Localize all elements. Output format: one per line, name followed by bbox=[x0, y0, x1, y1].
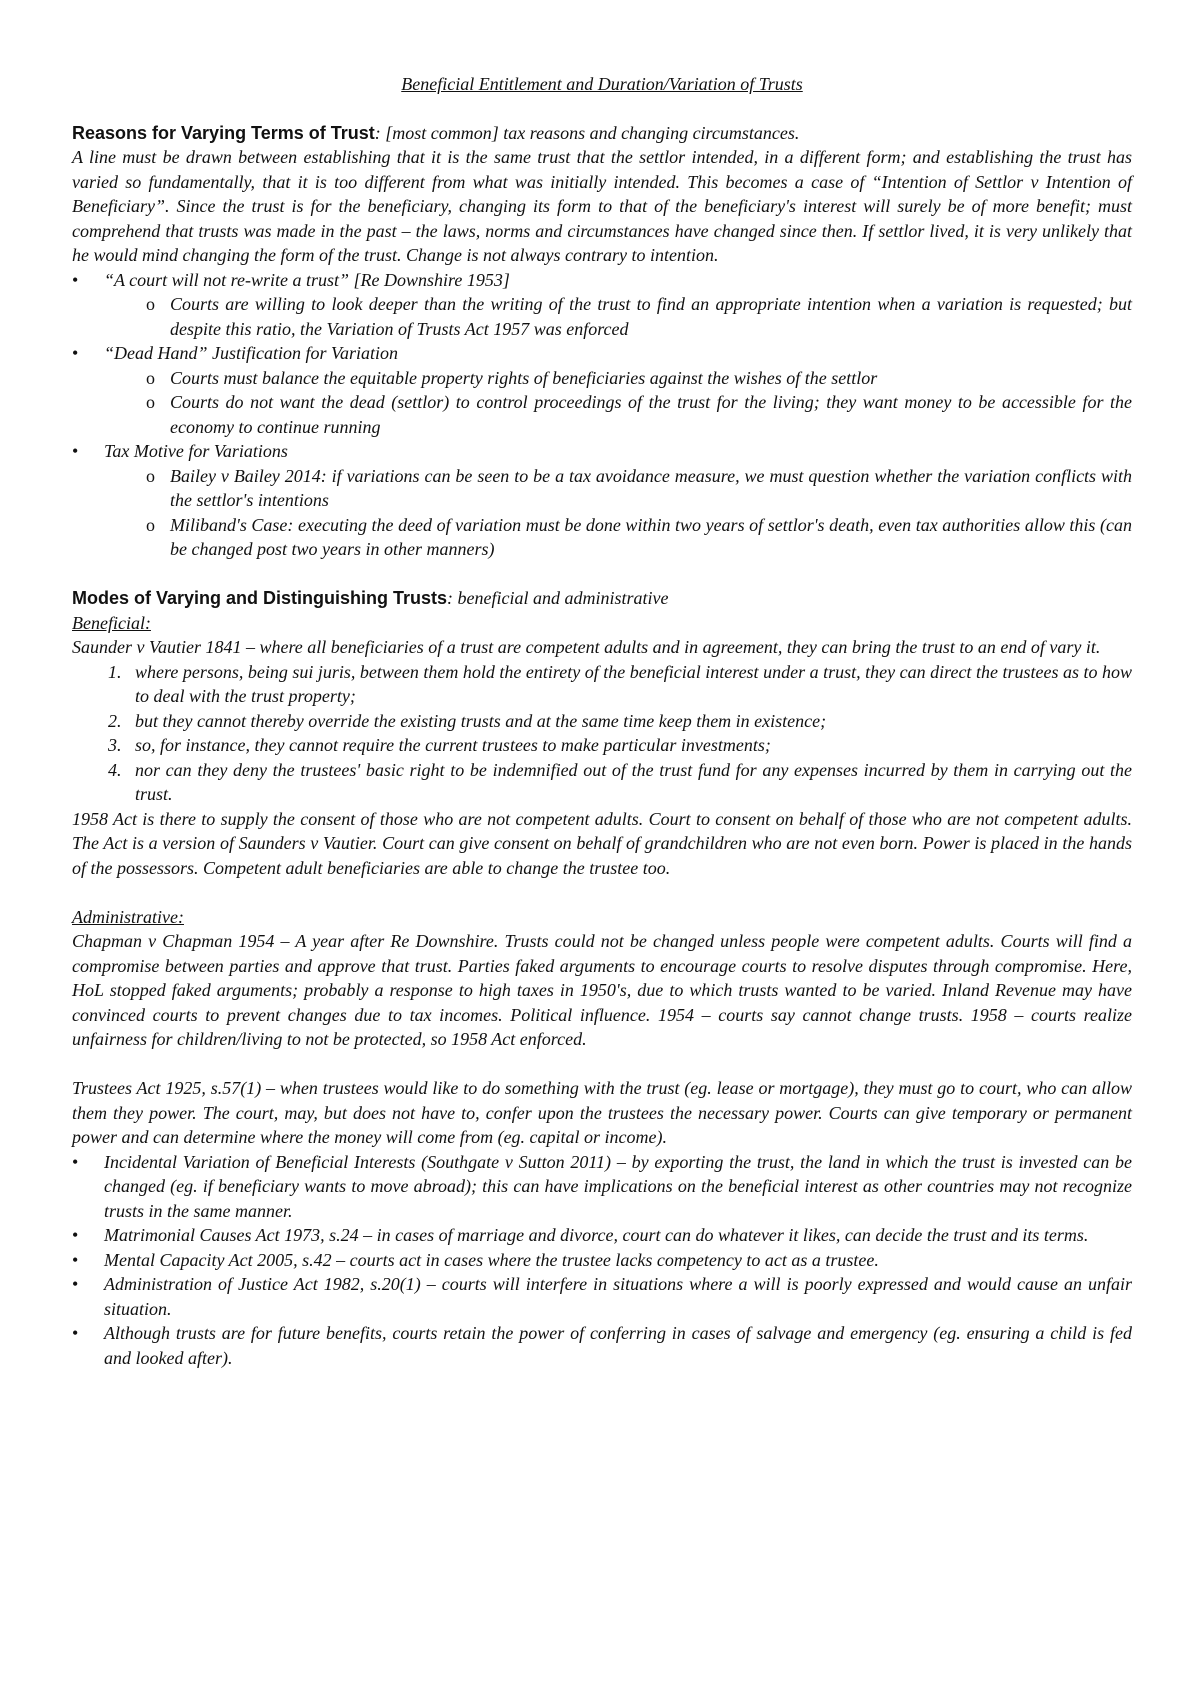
administrative-list bbox=[72, 1150, 1132, 1371]
reasons-intro: A line must be drawn between establishing that it is the same trust that the settlor intended, in a different form; and establishing the trust has varied so fundamentally, that it is too different from what was initially intended. This becomes a case of “Intention of Settlor v Intention of Beneficiary”. Since the trust is for the beneficiary, changing its form to that of the beneficiary's interest will surely be of more benefit; must comprehend that trusts was made in the past – the laws, norms and circumstances have changed since then. If settlor lived, it is very unlikely that he would mind changing the form of the trust. Change is not always contrary to intention. bbox=[72, 147, 1132, 265]
sub-list-item: o Bailey v Bailey 2014: if variations can be seen to be a tax avoidance measure, we must question whether the variation conflicts with the settlor's intentions bbox=[72, 464, 1132, 513]
item-number: 2. bbox=[108, 710, 122, 731]
item-number: 1. bbox=[108, 661, 122, 682]
document-page bbox=[72, 72, 1132, 1370]
item-text: but they cannot thereby override the existing trusts and at the same time keep them in existence; bbox=[135, 710, 827, 731]
beneficial-label: Beneficial: bbox=[72, 612, 151, 633]
numbered-item bbox=[72, 660, 1132, 709]
sub-list-item: o Courts are willing to look deeper than the writing of the trust to find an appropriate intention when a variation is requested; but despite this ratio, the Variation of Trusts Act 1957 was enforced bbox=[72, 292, 1132, 341]
item-number: 3. bbox=[108, 735, 122, 755]
list-item: • Mental Capacity Act 2005, s.42 – courts act in cases where the trustee lacks competency to act as a trustee. bbox=[72, 1248, 1132, 1273]
numbered-item bbox=[72, 733, 1132, 758]
saunders-paragraph: Saunder v Vautier 1841 – where all beneficiaries of a trust are competent adults and in agreement, they can bring the trust to an end of vary it. bbox=[72, 637, 1101, 657]
list-item: • Incidental Variation of Beneficial Interests (Southgate v Sutton 2011) – by exporting the trust, the land in which the trust is invested can be changed (eg. if beneficiary wants to move abroad); this can have implications on the beneficial interest as other countries may not recognize trusts in the same manner. bbox=[72, 1150, 1132, 1224]
document-title: Beneficial Entitlement and Duration/Variation of Trusts bbox=[401, 74, 803, 94]
heading-text: Modes of Varying and Distinguishing Trusts bbox=[72, 588, 448, 608]
administrative-label: Administrative: bbox=[72, 906, 184, 927]
item-number: 4. bbox=[108, 759, 122, 780]
list-item: • Administration of Justice Act 1982, s.20(1) – courts will interfere in situations where a will is poorly expressed and would cause an unfair situation. bbox=[72, 1272, 1132, 1321]
list-item: • Matrimonial Causes Act 1973, s.24 – in cases of marriage and divorce, court can do whatever it likes, can decide the trust and its terms. bbox=[72, 1223, 1132, 1248]
list-item: • Tax Motive for Variations bbox=[72, 439, 1132, 464]
section-reasons-heading bbox=[72, 121, 1132, 146]
heading-subtitle: : [most common] tax reasons and changing circumstances. bbox=[374, 122, 800, 143]
numbered-item bbox=[72, 709, 1132, 734]
chapman-paragraph: Chapman v Chapman 1954 – A year after Re Downshire. Trusts could not be changed unless people were competent adults. Courts will find a compromise between parties and approve that trust. Parties faked arguments to encourage courts to resolve disputes through compromise. Here, HoL stopped faked arguments; probably a response to high taxes in 1950's, due to which trusts wanted to be varied. Inland Revenue may have convinced courts to prevent changes due to tax incomes. Political influence. 1954 – courts say cannot change trusts. 1958 – courts realize unfairness for children/living to not be protected, so 1958 Act enforced. bbox=[72, 931, 1132, 1049]
sub-list-item: o Courts must balance the equitable property rights of beneficiaries against the wishes of the settlor bbox=[72, 366, 1132, 391]
sub-list-item: o Miliband's Case: executing the deed of variation must be done within two years of settlor's death, even tax authorities allow this (can be changed post two years in other manners) bbox=[72, 513, 1132, 562]
section-modes-heading bbox=[72, 586, 1132, 611]
list-item: • “Dead Hand” Justification for Variation bbox=[72, 341, 1132, 366]
sub-list-item: o Courts do not want the dead (settlor) to control proceedings of the trust for the living; they want money to be accessible for the economy to continue running bbox=[72, 390, 1132, 439]
item-text: where persons, being sui juris, between them hold the entirety of the beneficial interest under a trust, they can direct the trustees as to how to deal with the trust property; bbox=[135, 661, 1132, 706]
item-text: nor can they deny the trustees' basic right to be indemnified out of the trust fund for any expenses incurred by them in carrying out the trust. bbox=[135, 759, 1132, 804]
numbered-item bbox=[72, 758, 1132, 807]
act-1958-paragraph: 1958 Act is there to supply the consent of those who are not competent adults. Court to consent on behalf of those who are not competent adults. The Act is a version of Saunders v Vautier. Court can give consent on behalf of grandchildren who are not even born. Power is placed in the hands of the possessors. Competent adult beneficiaries are able to change the trustee too. bbox=[72, 808, 1132, 878]
reasons-list bbox=[72, 268, 1132, 562]
heading-text: Reasons for Varying Terms of Trust bbox=[72, 122, 375, 143]
numbered-list bbox=[72, 660, 1132, 807]
list-item: • “A court will not re-write a trust” [Re Downshire 1953] bbox=[72, 268, 1132, 293]
heading-subtitle: : beneficial and administrative bbox=[447, 588, 669, 608]
item-text: so, for instance, they cannot require the current trustees to make particular investments; bbox=[135, 735, 771, 755]
list-item: • Although trusts are for future benefits, courts retain the power of conferring in cases of salvage and emergency (eg. ensuring a child is fed and looked after). bbox=[72, 1321, 1132, 1370]
trustees-act-paragraph: Trustees Act 1925, s.57(1) – when trustees would like to do something with the trust (eg. lease or mortgage), they must go to court, who can allow them they power. The court, may, but does not have to, confer upon the trustees the necessary power. Courts can give temporary or permanent power and can determine where the money will come from (eg. capital or income). bbox=[72, 1078, 1132, 1147]
